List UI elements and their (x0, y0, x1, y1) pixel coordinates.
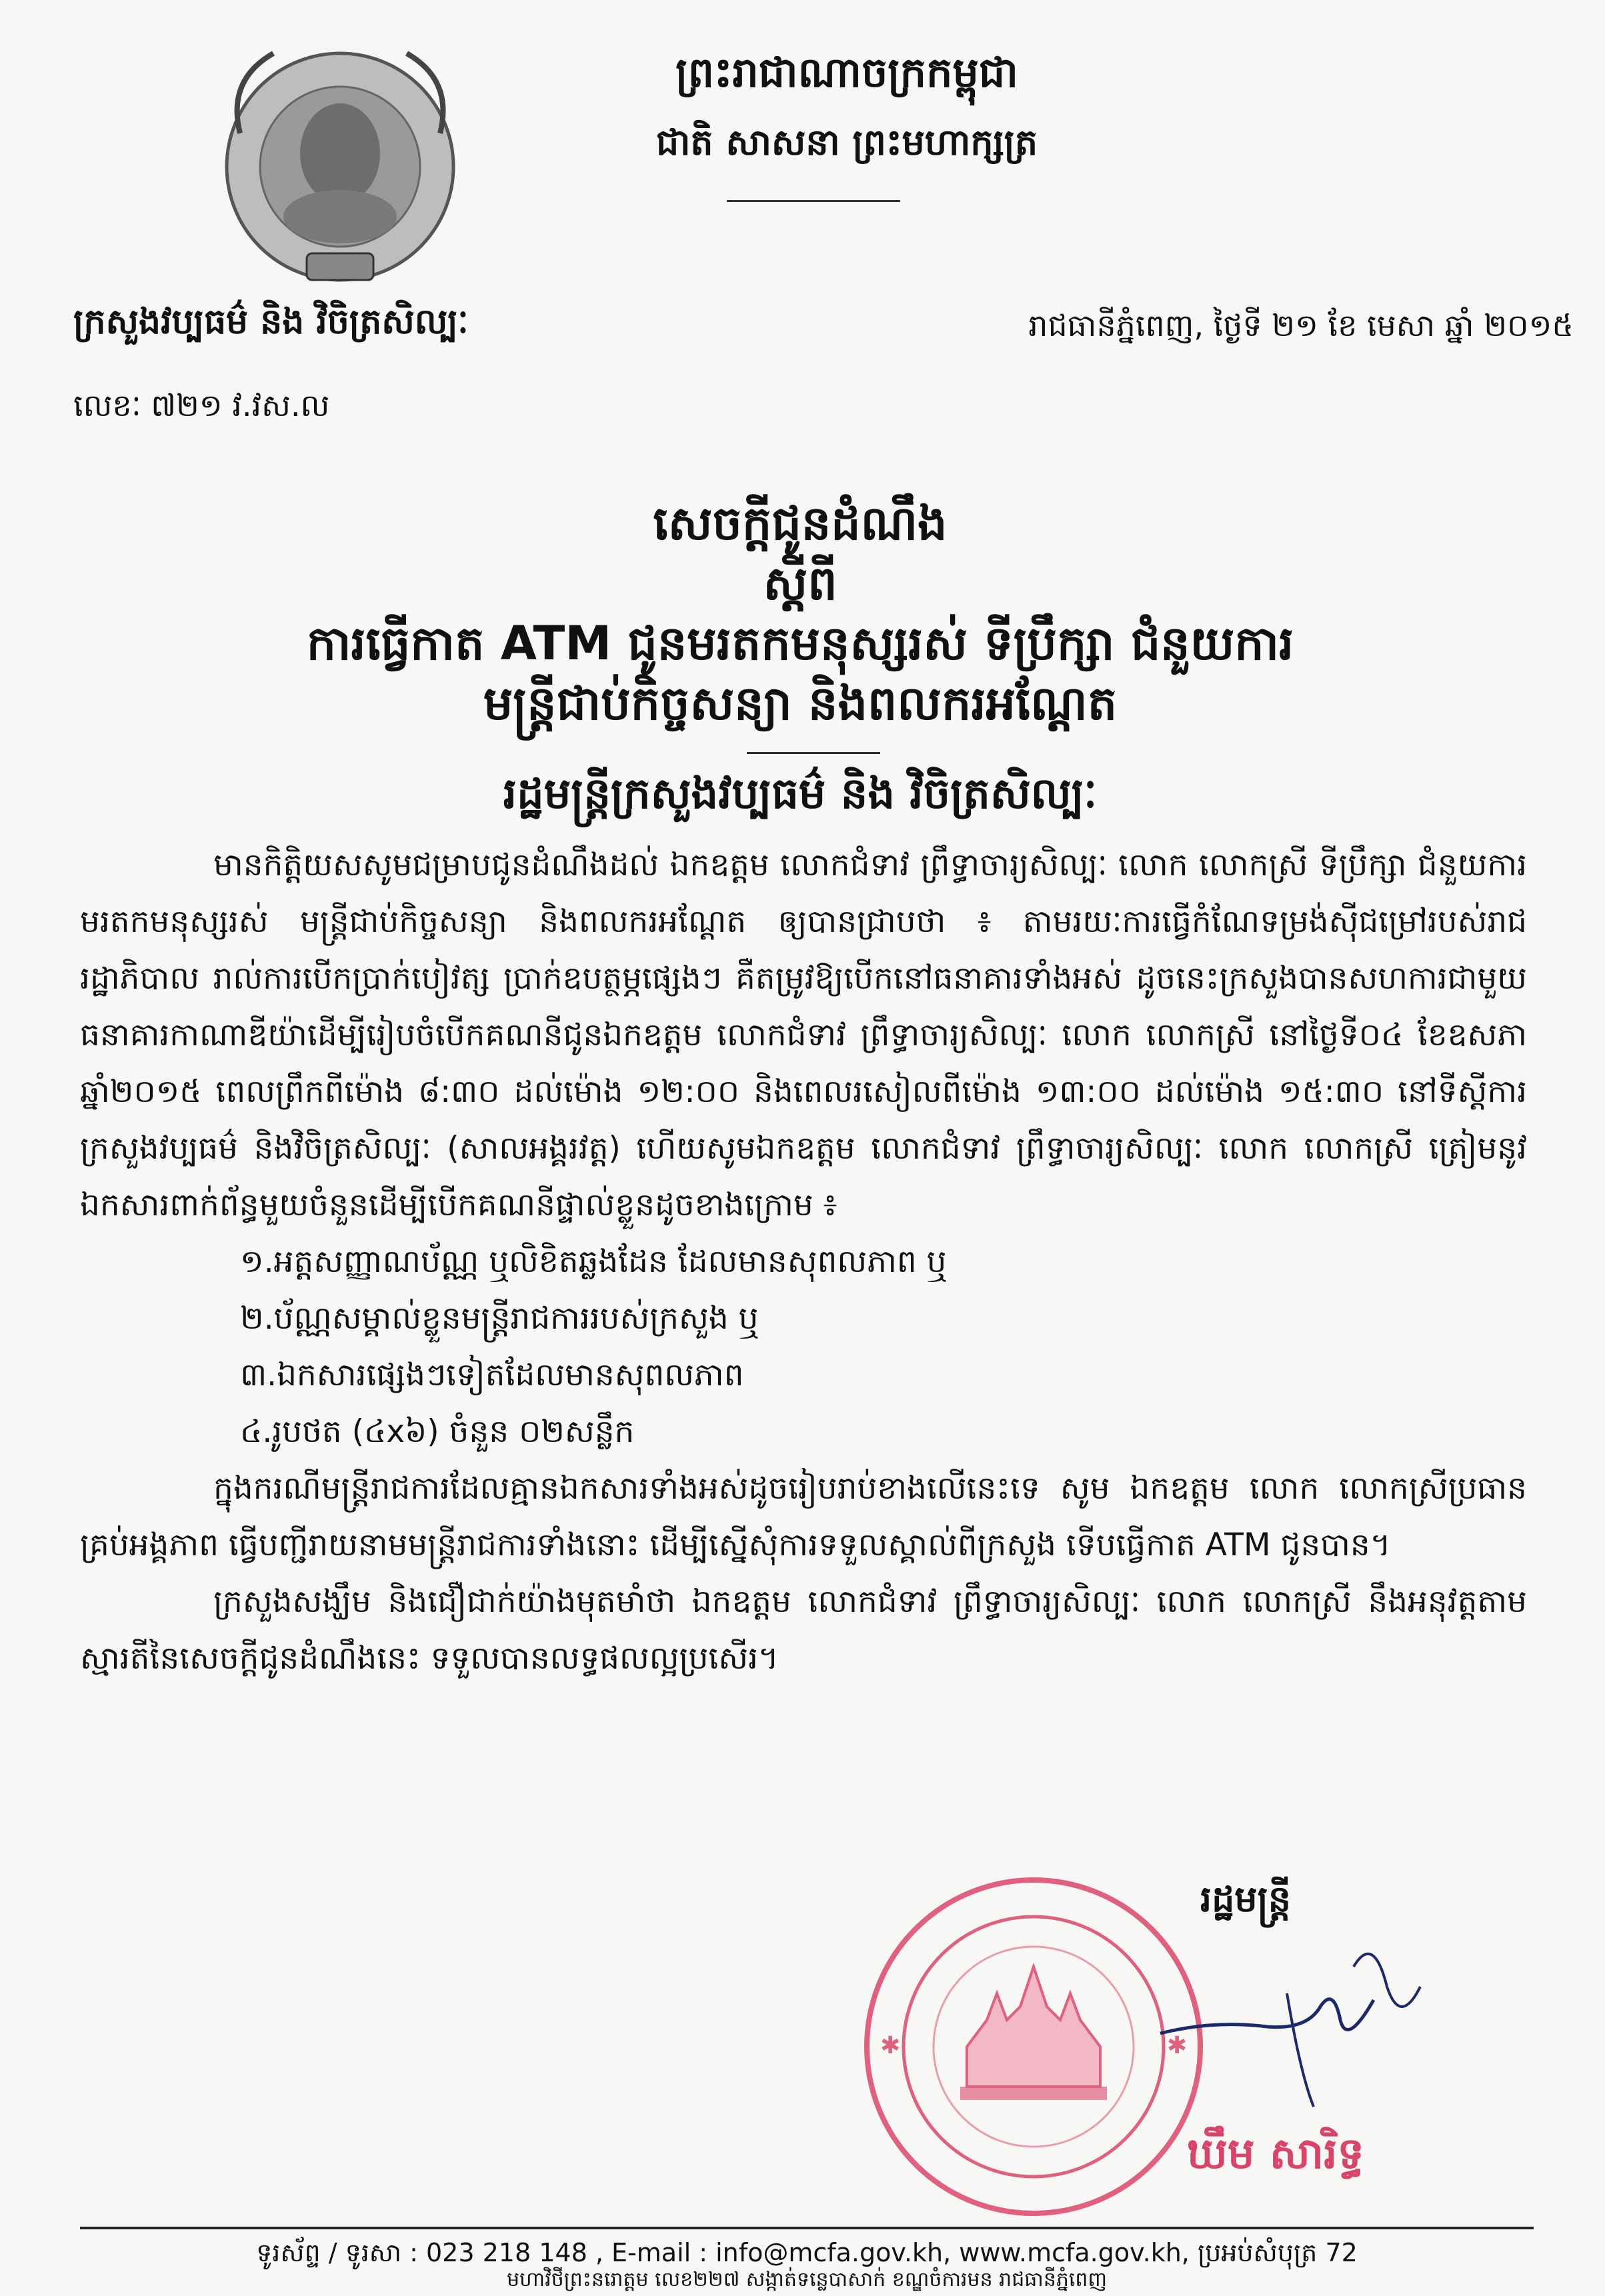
footer-divider (80, 2227, 1534, 2229)
title-line-4: មន្ត្រីជាប់កិច្ចសន្យា និងពលករអណ្តែត (483, 676, 1118, 731)
requirement-item-1: ១.អត្តសញ្ញាណប័ណ្ណ ឬលិខិតឆ្លងដែន ដែលមានសុពលភាព ឬ (240, 1243, 947, 1280)
dateline: រាជធានីភ្នំពេញ, ថ្ងៃទី ២១ ខែ មេសា ឆ្នាំ ២០១៥ (1028, 307, 1574, 343)
svg-text:✱: ✱ (1167, 2032, 1188, 2059)
national-motto: ជាតិ សាសនា ព្រះមហាក្សត្រ (655, 121, 1038, 163)
reference-number: លេខៈ ៧២១ វ.វស.ល (73, 387, 330, 423)
body-paragraph-1: មានកិត្តិយសសូមជម្រាបជូនដំណឹងដល់ ឯកឧត្តម លោកជំទាវ ព្រឹទ្ធាចារ្យសិល្បៈ លោក លោកស្រី ទីប្រឹក្សា ជំនួយការ មរតកមនុស្សរស់ មន្ត្រីជាប់កិច្ចសន្យា និងពលករអណ្តែត ឲ្យបានជ្រាបថា ៖ តាមរយៈការធ្វើកំណែទម្រង់ស៊ីជម្រៅរបស់រាជរដ្ឋាភិបាល រាល់ការបើកប្រាក់បៀវត្ស ប្រាក់ឧបត្ថម្ភផ្សេងៗ គឺតម្រូវឱ្យបើកនៅធនាគារទាំងអស់ ដូចនេះក្រសួងបានសហការជាមួយ ធនាគារកាណាឌីយ៉ាដើម្បីរៀបចំបើកគណនីជូនឯកឧត្តម លោកជំទាវ ព្រឹទ្ធាចារ្យសិល្បៈ លោក លោកស្រី នៅថ្ងៃទី០៤ ខែឧសភា ឆ្នាំ២០១៥ ពេលព្រឹកពីម៉ោង ៨:៣០ ដល់ម៉ោង ១២:០០ និងពេលរសៀលពីម៉ោង ១៣:០០ ដល់ម៉ោង ១៥:៣០ នៅទីស្តីការក្រសួងវប្បធម៌ និងវិចិត្រសិល្បៈ (សាលអង្គរវត្ត) ហើយសូមឯកឧត្តម លោកជំទាវ ព្រឹទ្ធាចារ្យសិល្បៈ លោក លោកស្រី ត្រៀមនូវឯកសារពាក់ព័ន្ធមួយចំនួនដើម្បីបើកគណនីផ្ទាល់ខ្លួនដូចខាងក្រោម ៖ (80, 847, 1527, 1223)
requirement-item-2: ២.ប័ណ្ណសម្គាល់ខ្លួនមន្ត្រីរាជការរបស់ក្រសួង ឬ (240, 1300, 759, 1337)
letter-body (80, 837, 1527, 1687)
document-title (133, 493, 1467, 733)
title-line-2: ស្តីពី (763, 556, 838, 611)
motto-divider (727, 200, 900, 202)
footer-contact: ទូរស័ព្ទ / ទូរសា : 023 218 148 , E-mail : info@mcfa.gov.kh, www.mcfa.gov.kh, ប្រអប់សំបុត្រ 72 (256, 2238, 1358, 2267)
minister-title: រដ្ឋមន្ត្រី (1200, 1878, 1292, 1920)
footer-address: មហាវិថីព្រះនរោត្តម លេខ២២៧ សង្កាត់ទន្លេបាសាក់ ខណ្ឌចំការមន រាជធានីភ្នំពេញ (506, 2268, 1108, 2291)
requirement-item-4: ៤.រូបថត (៤x៦) ចំនួន ០២សន្លឹក (240, 1413, 635, 1450)
title-line-3: ការធ្វើកាត ATM ជូនមរតកមនុស្សរស់ ទីប្រឹក្សា ជំនួយការ (306, 616, 1294, 671)
svg-text:✱: ✱ (880, 2032, 901, 2059)
signatory-name: ឃឹម សារិទ្ធ (1187, 2129, 1365, 2179)
title-divider (747, 752, 880, 754)
emblem-graphic (213, 40, 467, 293)
kingdom-heading: ព្រះរាជាណាចក្រកម្ពុជា (675, 48, 1018, 97)
title-line-1: សេចក្តីជូនដំណឹង (653, 496, 948, 551)
salutation: រដ្ឋមន្ត្រីក្រសួងវប្បធម៌ និង វិចិត្រសិល្បៈ (503, 769, 1098, 819)
ministry-emblem (213, 40, 467, 293)
ministry-name: ក្រសួងវប្បធម៌ និង វិចិត្រសិល្បៈ (73, 302, 469, 342)
requirement-item-3: ៣.ឯកសារផ្សេងៗទៀតដែលមានសុពលភាព (240, 1357, 744, 1393)
body-paragraph-3: ក្រសួងសង្ឃឹម និងជឿជាក់យ៉ាងមុតមាំថា ឯកឧត្តម លោកជំទាវ ព្រឹទ្ធាចារ្យសិល្បៈ លោក លោកស្រី នឹងអនុវត្តតាមស្មារតីនៃសេចក្តីជូនដំណឹងនេះ ទទួលបានលទ្ធផលល្អប្រសើរ។ (80, 1583, 1527, 1677)
body-paragraph-2: ក្នុងករណីមន្ត្រីរាជការដែលគ្មានឯកសារទាំងអស់ដូចរៀបរាប់ខាងលើនេះទេ សូម ឯកឧត្តម លោក លោកស្រីប្រធានគ្រប់អង្គភាព ធ្វើបញ្ជីរាយនាមមន្ត្រីរាជការទាំងនោះ ដើម្បីស្នើសុំការទទួលស្គាល់ពីក្រសួង ទើបធ្វើកាត ATM ជូនបាន។ (80, 1470, 1527, 1563)
